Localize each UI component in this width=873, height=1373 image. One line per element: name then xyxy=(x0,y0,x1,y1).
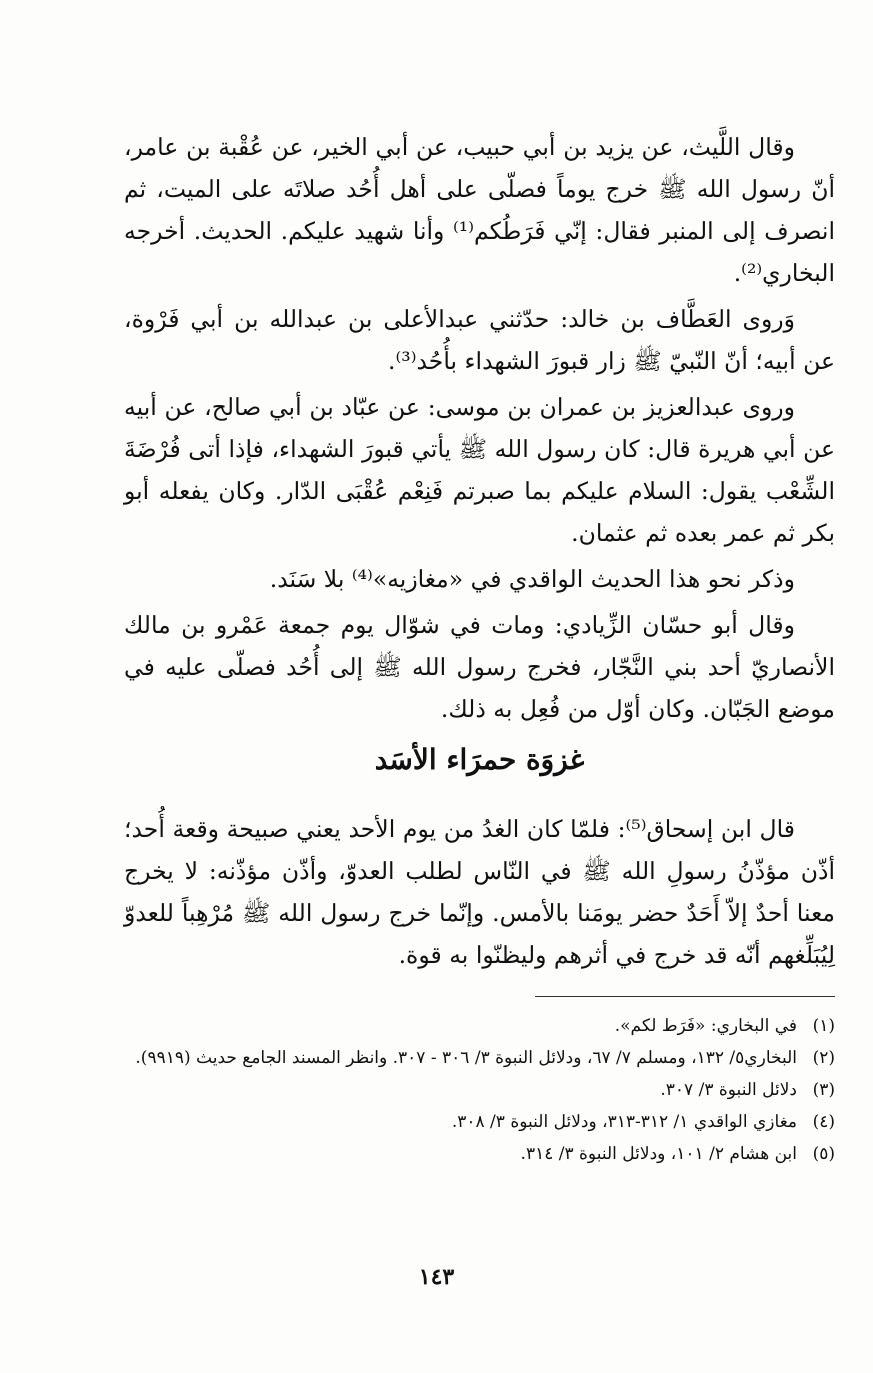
footnote-number: (٤) xyxy=(812,1112,835,1132)
footnote-text: ابن هشام ٢/ ١٠١، ودلائل النبوة ٣/ ٣١٤. xyxy=(520,1144,797,1164)
footnote xyxy=(124,1138,835,1170)
footnote xyxy=(124,1010,835,1042)
footnote xyxy=(124,1042,835,1074)
paragraph: وذكر نحو هذا الحديث الواقدي في «مغازيه»⁽⁴⁾ بلا سَنَد. xyxy=(269,565,795,593)
footnote-number: (٢) xyxy=(812,1048,835,1068)
paragraph: قال ابن إسحاق⁽⁵⁾: فلمّا كان الغدُ من يوم الأحد يعني صبيحة وقعة أُحد؛ أذّن مؤذّنُ رسولِ الله ﷺ في النّاس لطلب العدوّ، وأذّن مؤذّنه: لا يخرج معنا أحدٌ إلاّ أَحَدٌ حضر يومَنا بالأمس. وإنّما خرج رسول الله ﷺ مُرْهِباً للعدوّ لِيُبَلِّغهم أنّه قد خرج في أثرهم وليظنّوا به قوة. xyxy=(124,815,835,969)
section-heading: غزوَة حمرَاء الأسَد xyxy=(374,743,585,776)
paragraph: وَروى العَطَّاف بن خالد: حدّثني عبدالأعلى بن عبدالله بن أبي فَرْوة، عن أبيه؛ أنّ النّبيّ ﷺ زار قبورَ الشهداء بأُحُد⁽³⁾. xyxy=(124,305,835,375)
paragraph: وقال أبو حسّان الزِّيادي: ومات في شوّال يوم جمعة عَمْرو بن مالك الأنصاريّ أحد بني النَّجّار، فخرج رسول الله ﷺ إلى أُحُد فصلّى عليه في موضع الجَبّان. وكان أوّل من فُعِل به ذلك. xyxy=(124,611,835,723)
footnote-text: دلائل النبوة ٣/ ٣٠٧. xyxy=(660,1080,797,1100)
paragraph: وروى عبدالعزيز بن عمران بن موسى: عن عبّاد بن أبي صالح، عن أبيه عن أبي هريرة قال: كان رسول الله ﷺ يأتي قبورَ الشهداء، فإذا أتى فُرْضَةَ الشِّعْب يقول: السلام عليكم بما صبرتم فَنِعْم عُقْبَى الدّار. وكان يفعله أبو بكر ثم عمر بعده ثم عثمان. xyxy=(124,393,835,547)
footnote-divider xyxy=(535,996,835,997)
page-number: ١٤٣ xyxy=(418,1264,455,1290)
footnote-text: في البخاري: «فَرَط لكم». xyxy=(614,1016,797,1036)
footnote-number: (٥) xyxy=(812,1144,835,1164)
footnote xyxy=(124,1106,835,1138)
main-text-bottom xyxy=(124,808,835,980)
paragraph: وقال اللَّيث، عن يزيد بن أبي حبيب، عن أبي الخير، عن عُقْبة بن عامر، أنّ رسول الله ﷺ خرج يوماً فصلّى على أهل أُحُد صلاتَه على الميت، ثم انصرف إلى المنبر فقال: إنّي فَرَطُكم⁽¹⁾ وأنا شهيد عليكم. الحديث. أخرجه البخاري⁽²⁾. xyxy=(124,133,835,287)
footnotes xyxy=(124,1010,835,1170)
footnote-number: (١) xyxy=(812,1016,835,1036)
footnote-text: مغازي الواقدي ١/ ٣١٢-٣١٣، ودلائل النبوة ٣/ ٣٠٨. xyxy=(451,1112,797,1132)
footnote xyxy=(124,1074,835,1106)
main-text-top xyxy=(124,126,835,734)
footnote-text: البخاري٥/ ١٣٢، ومسلم ٧/ ٦٧، ودلائل النبوة ٣/ ٣٠٦ - ٣٠٧. وانظر المسند الجامع حديث (٩٩١٩). xyxy=(135,1048,797,1068)
footnote-number: (٣) xyxy=(812,1080,835,1100)
